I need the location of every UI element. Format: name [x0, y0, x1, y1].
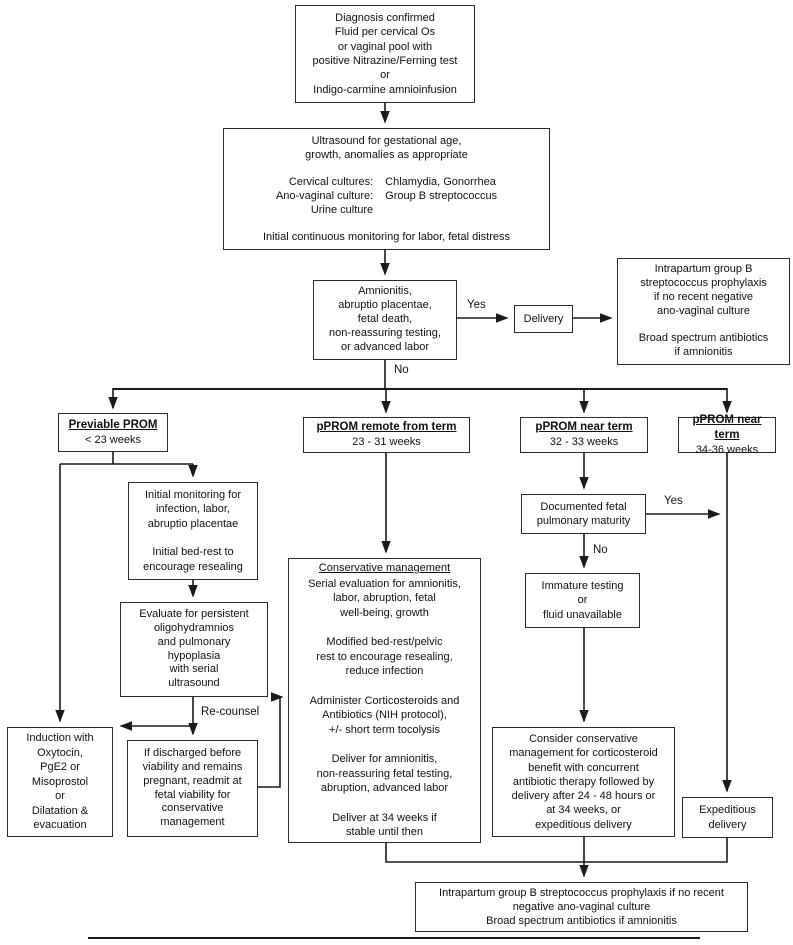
- node-header-previable-prom: [58, 413, 168, 452]
- discharged-text: If discharged before viability and remains pregnant, readmit at fetal viability for conservative management: [142, 746, 243, 829]
- ultrasound-line1: Ultrasound for gestational age,: [311, 135, 462, 148]
- conservative-title: Conservative management: [318, 562, 451, 575]
- evaluate-text: Evaluate for persistent oligohydramnios and pulmonary hypoplasia with serial ultrasound: [139, 607, 249, 690]
- delivery-label: Delivery: [523, 312, 564, 325]
- near32-title: pPROM near term: [535, 421, 633, 434]
- remote-weeks: 23 - 31 weeks: [352, 436, 421, 449]
- initial-monitoring-text: Initial monitoring for infection, labor, abruptio placentae Initial bed-rest to encourage resealing: [143, 489, 243, 573]
- culture-value: Group B streptococcus: [385, 190, 498, 202]
- node-initial-monitoring: [128, 482, 258, 580]
- node-header-pprom-remote: [303, 417, 470, 453]
- gbs-right-text: Intrapartum group B streptococcus prophylaxis if no recent negative ano-vaginal culture Broad spectrum antibiotics if amnionitis: [638, 262, 769, 359]
- culture-value: [385, 203, 497, 217]
- amnionitis-text: Amnionitis, abruptio placentae, fetal death, non-reassuring testing, or advanced labor: [329, 285, 441, 353]
- consider-text: Consider conservative management for corticosteroid benefit with concurrent antibiotic therapy followed by delivery after 24 - 48 hours or at 34 weeks, or expeditious delivery: [509, 732, 658, 831]
- culture-table: [276, 175, 497, 218]
- edge-label-no-continue: No: [394, 364, 409, 376]
- induction-text: Induction with Oxytocin, PgE2 or Misoprostol or Dilatation & evacuation: [26, 732, 94, 832]
- remote-title: pPROM remote from term: [316, 421, 457, 434]
- edge-expeditious-join: [584, 838, 727, 862]
- node-diagnosis: [295, 5, 475, 103]
- node-consider-conservative: [492, 727, 675, 837]
- conservative-text: Serial evaluation for amnionitis, labor, abruption, fetal well-being, growth Modified bed-rest/pelvic rest to encourage resealing, reduce infection Administer Corticosteroids and Antibiotics (NIH protocol), +/- short term tocolysis Deliver for amnionitis, non-reassuring fetal testing, abruption, advanced labor Deliver at 34 weeks if stable until then: [308, 577, 461, 839]
- node-induction: [7, 727, 113, 837]
- previable-title: Previable PROM: [68, 418, 158, 431]
- edge-label-no-maturity: No: [593, 544, 608, 556]
- edge-conservative-join: [386, 843, 584, 862]
- node-discharged-readmit: [127, 740, 258, 837]
- diagnosis-text: Diagnosis confirmed Fluid per cervical Os or vaginal pool with positive Nitrazine/Ferning test or Indigo-carmine amnioinfusion: [312, 12, 458, 96]
- edge-previable-split: [60, 452, 193, 464]
- node-header-pprom-near32: [520, 417, 648, 453]
- node-immature-testing: [525, 573, 640, 628]
- ultrasound-footer: Initial continuous monitoring for labor, fetal distress: [262, 230, 511, 243]
- near32-weeks: 32 - 33 weeks: [549, 436, 619, 449]
- bottom-text: Intrapartum group B streptococcus prophylaxis if no recent negative ano-vaginal culture Broad spectrum antibiotics if amnionitis: [439, 886, 724, 928]
- node-delivery: [514, 305, 573, 333]
- ultrasound-line2: growth, anomalies as appropriate: [305, 149, 468, 162]
- node-gbs-prophylaxis-right: [617, 258, 790, 365]
- culture-label: Urine culture: [310, 204, 374, 217]
- near34-title: pPROM near term: [692, 413, 762, 441]
- node-ultrasound-workup: [223, 128, 550, 250]
- edge-label-yes-delivery: Yes: [467, 299, 486, 311]
- node-conservative-management: [288, 558, 481, 843]
- edge-discharged-conservative: [258, 697, 282, 787]
- culture-value: Chlamydia, Gonorrhea: [385, 175, 496, 188]
- node-documented-maturity: [521, 494, 646, 534]
- culture-label: Cervical cultures:: [288, 175, 374, 188]
- edge-label-recounsel: Re-counsel: [201, 706, 260, 718]
- previable-weeks: < 23 weeks: [85, 433, 141, 446]
- node-evaluate-oligohydramnios: [120, 602, 268, 697]
- node-gbs-prophylaxis-bottom: [415, 882, 748, 932]
- node-header-pprom-near34: [678, 413, 776, 456]
- edge-label-yes-maturity: Yes: [664, 495, 683, 507]
- node-amnionitis-check: [313, 280, 457, 360]
- near34-weeks: 34-36 weeks: [695, 443, 759, 456]
- node-expeditious-delivery: [682, 797, 773, 838]
- documented-text: Documented fetal pulmonary maturity: [536, 500, 631, 527]
- immature-text: Immature testing or fluid unavailable: [541, 580, 624, 621]
- expeditious-text: Expeditious delivery: [699, 804, 756, 831]
- culture-label: Ano-vaginal culture:: [275, 190, 374, 202]
